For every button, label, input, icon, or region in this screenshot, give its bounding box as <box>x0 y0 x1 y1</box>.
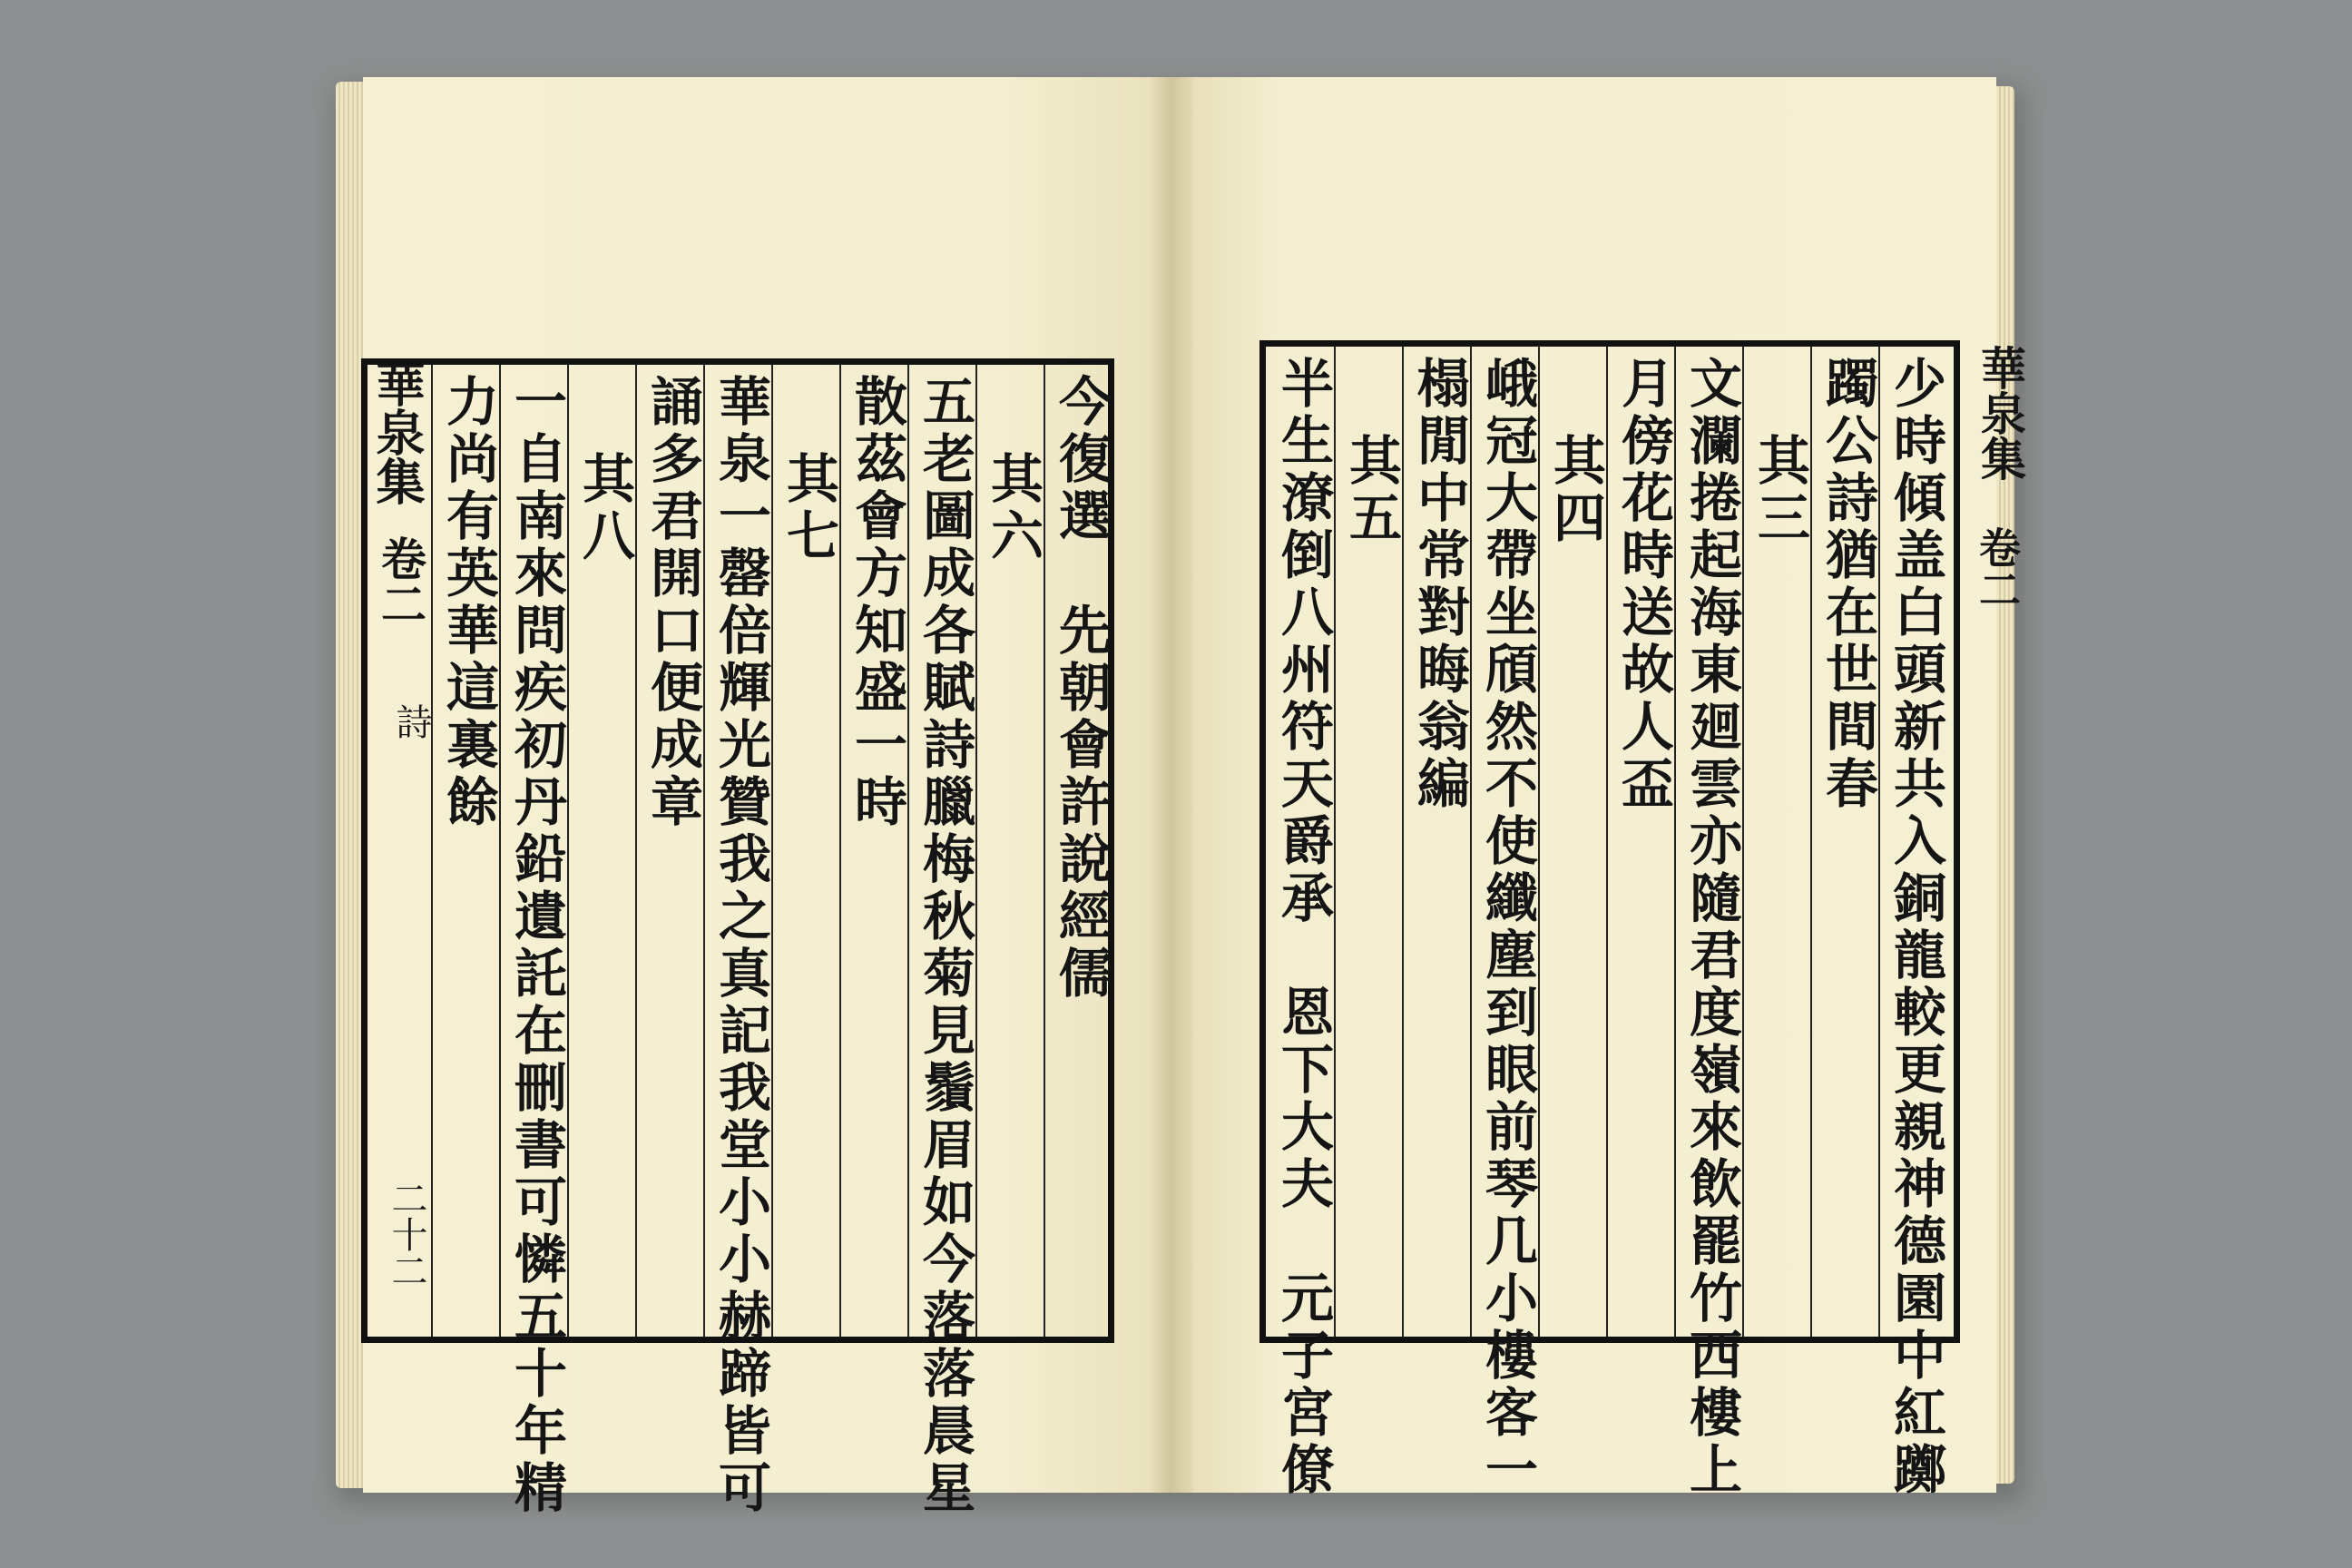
text-column: 少時傾盖白頭新共入銅龍較更親神德園中紅躑 <box>1885 356 1946 1499</box>
text-column: 其三 <box>1749 433 1810 547</box>
text-column: 力尚有英華這裏餘 <box>437 374 499 831</box>
right-text-frame <box>1259 340 1960 1499</box>
text-column: 五老圖成各賦詩臘梅秋菊見鬚眉如今落落晨星 <box>914 374 975 1517</box>
text-column: 一自南來問疾初丹鉛遺託在刪書可憐五十年精 <box>505 374 567 1517</box>
right-margin-title: 華泉集 <box>1974 345 2027 481</box>
left-text-frame <box>361 358 1114 1517</box>
text-column: 其六 <box>982 451 1044 565</box>
left-margin-volume: 卷二 <box>374 535 427 626</box>
text-column: 華泉一罄倍輝光贊我之真記我堂小小赫蹄皆可 <box>710 374 771 1517</box>
text-column: 其八 <box>573 451 635 565</box>
text-column: 誦多君開口便成章 <box>642 374 703 831</box>
text-column: 文瀾捲起海東廻雲亦隨君度嶺來飲罷竹西樓上 <box>1681 356 1742 1499</box>
right-margin-volume: 卷二 <box>1973 526 2022 610</box>
text-column: 躅公詩猶在世間春 <box>1817 356 1878 813</box>
text-column: 其五 <box>1340 433 1402 547</box>
text-column: 散茲會方知盛一時 <box>846 374 907 831</box>
left-margin-category: 詩 <box>390 703 432 740</box>
left-margin-page-number: 二十二 <box>386 1180 427 1289</box>
text-column: 榻閒中常對晦翁編 <box>1408 356 1470 813</box>
text-column: 其七 <box>778 451 839 565</box>
text-column: 今復選 先朝會許說經儒 <box>1050 374 1112 1003</box>
text-column: 其四 <box>1544 433 1606 547</box>
text-column: 半生潦倒八州符天爵承 恩下大夫 元子宮僚 <box>1272 356 1334 1499</box>
text-column: 峨冠大帶坐頎然不使纖塵到眼前琴几小樓客一 <box>1476 356 1538 1499</box>
text-column: 月傍花時送故人盃 <box>1612 356 1674 813</box>
left-margin-title: 華泉集 <box>368 358 426 505</box>
book-gutter <box>1148 77 1193 1493</box>
